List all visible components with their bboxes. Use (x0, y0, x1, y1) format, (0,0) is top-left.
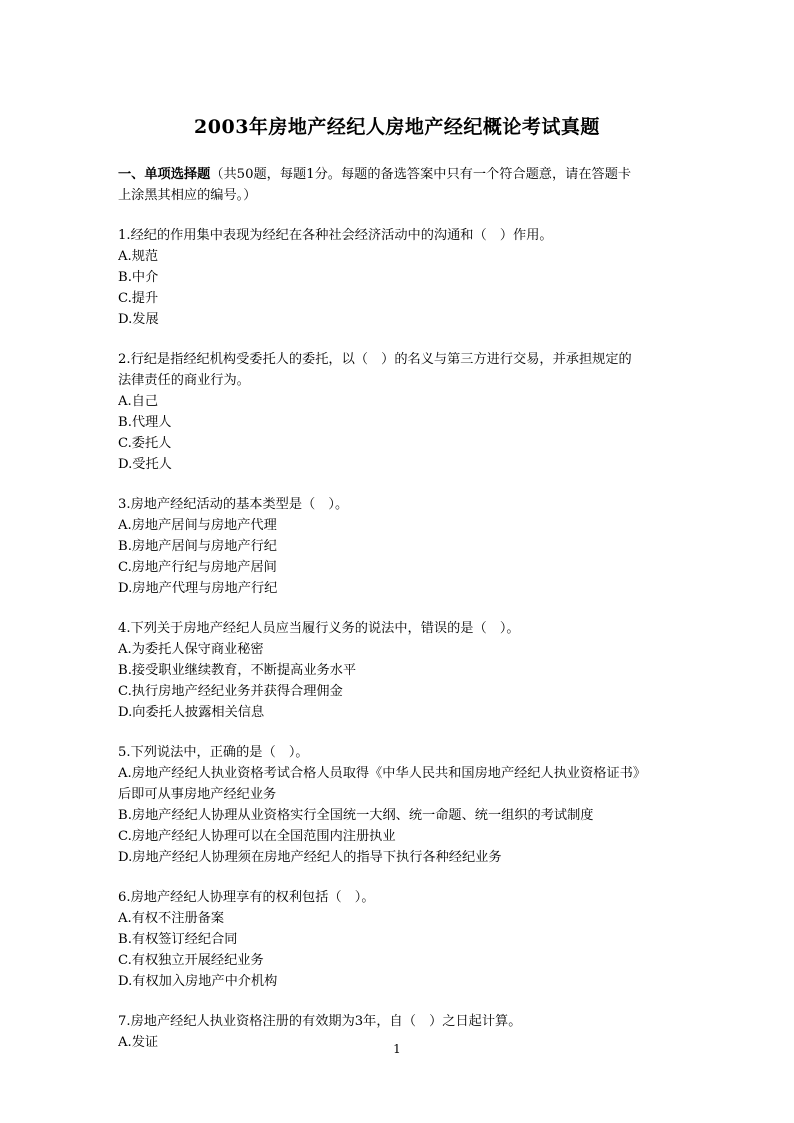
answer-option: A.规范 (118, 249, 159, 264)
question-item (118, 349, 678, 475)
question-list (118, 225, 678, 1053)
question-item (118, 494, 678, 599)
question-stem: 3.房地产经纪活动的基本类型是（ ）。 (118, 497, 349, 512)
answer-option: A.房地产居间与房地产代理 (118, 518, 277, 533)
question-stem: 1.经纪的作用集中表现为经纪在各种社会经济活动中的沟通和（ ）作用。 (118, 228, 553, 243)
section-description: （共50题，每题1分。每题的备选答案中只有一个符合题意，请在答题卡 (210, 167, 632, 182)
answer-option: 后即可从事房地产经纪业务 (118, 787, 277, 802)
answer-option: C.房地产行纪与房地产居间 (118, 560, 277, 575)
answer-option: D.房地产代理与房地产行纪 (118, 581, 278, 596)
question-item (118, 887, 678, 992)
section-heading: 一、单项选择题 (118, 167, 211, 182)
document-body (118, 164, 678, 1053)
question-stem: 6.房地产经纪人协理享有的权利包括（ ）。 (118, 890, 375, 905)
answer-option: D.有权加入房地产中介机构 (118, 974, 278, 989)
answer-option: B.房地产居间与房地产行纪 (118, 539, 277, 554)
answer-option: C.有权独立开展经纪业务 (118, 953, 264, 968)
answer-option: B.接受职业继续教育，不断提高业务水平 (118, 663, 357, 678)
page-number: 1 (393, 1042, 401, 1056)
answer-option: D.房地产经纪人协理须在房地产经纪人的指导下执行各种经纪业务 (118, 850, 502, 865)
answer-option: B.房地产经纪人协理从业资格实行全国统一大纲、统一命题、统一组织的考试制度 (118, 808, 594, 823)
question-stem: 法律责任的商业行为。 (118, 373, 250, 388)
answer-option: A.为委托人保守商业秘密 (118, 642, 264, 657)
page-title: 2003年房地产经纪人房地产经纪概论考试真题 (194, 116, 600, 138)
question-stem: 4.下列关于房地产经纪人员应当履行义务的说法中，错误的是（ ）。 (118, 621, 520, 636)
answer-option: C.提升 (118, 291, 159, 306)
answer-option: B.中介 (118, 270, 159, 285)
question-stem: 7.房地产经纪人执业资格注册的有效期为3年，自（ ）之日起计算。 (118, 1014, 522, 1029)
answer-option: A.自己 (118, 394, 159, 409)
answer-option: A.房地产经纪人执业资格考试合格人员取得《中华人民共和国房地产经纪人执业资格证书》 (118, 766, 647, 781)
answer-option: C.房地产经纪人协理可以在全国范围内注册执业 (118, 829, 396, 844)
section-intro-line-1 (118, 164, 678, 185)
section-intro-line-2: 上涂黑其相应的编号。） (118, 188, 257, 203)
answer-option: B.代理人 (118, 415, 172, 430)
section-intro (118, 164, 678, 206)
answer-option: B.有权签订经纪合同 (118, 932, 238, 947)
answer-option: D.向委托人披露相关信息 (118, 705, 265, 720)
answer-option: A.发证 (118, 1035, 159, 1050)
question-stem: 2.行纪是指经纪机构受委托人的委托，以（ ）的名义与第三方进行交易，并承担规定的 (118, 352, 632, 367)
answer-option: A.有权不注册备案 (118, 911, 225, 926)
question-item (118, 742, 678, 868)
question-item (118, 618, 678, 723)
question-item (118, 225, 678, 330)
answer-option: C.委托人 (118, 436, 172, 451)
answer-option: C.执行房地产经纪业务并获得合理佣金 (118, 684, 343, 699)
answer-option: D.受托人 (118, 457, 172, 472)
answer-option: D.发展 (118, 312, 159, 327)
question-stem: 5.下列说法中，正确的是（ ）。 (118, 745, 309, 760)
